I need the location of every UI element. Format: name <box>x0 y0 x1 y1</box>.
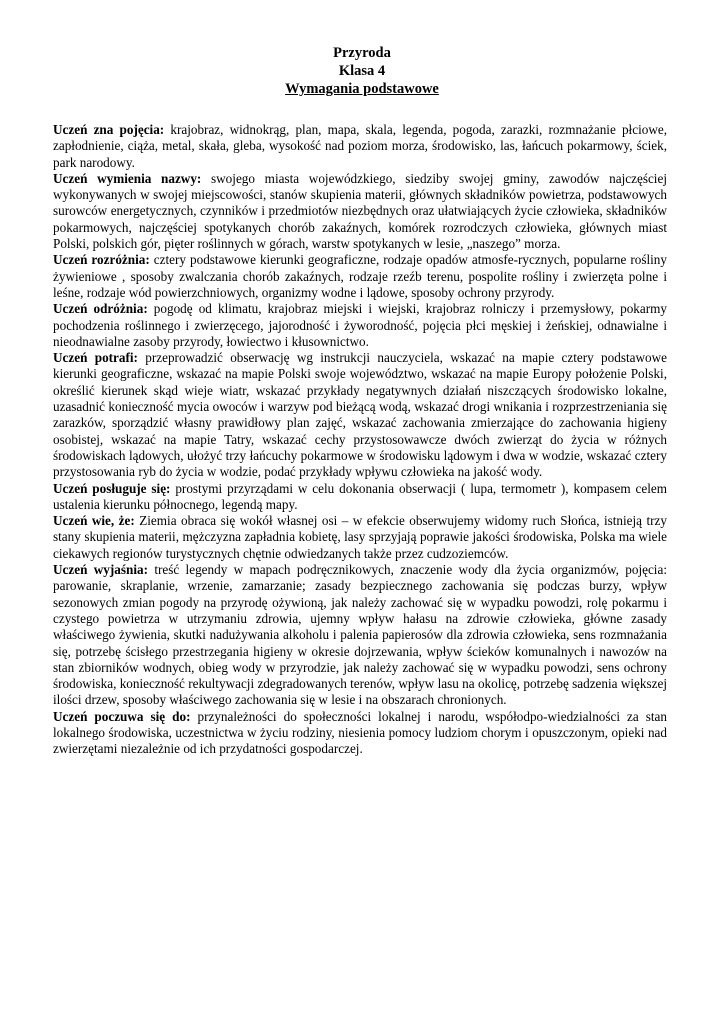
section-text: swojego miasta wojewódzkiego, siedziby swojej gminy, zawodów najczęściej wykonywanych w swojej miejscowości, stanów skupienia materii, głównych składników powietrza, podstawowych surowców energetycznych, czynników i przedmiotów niezbędnych oraz ułatwiających życie człowieka, składników pokarmowych, najczęściej spotykanych chorób zakaźnych, komórek rozrodczych człowieka, głównych miast Polski, polskich gór, pięter roślinnych w górach, warstw spotykanych w lesie, „naszego” morza. <box>53 170 667 252</box>
subject-title: Przyroda <box>333 45 391 61</box>
class-level: Klasa 4 <box>338 63 386 79</box>
section-posluguje-sie <box>53 481 667 514</box>
section-text: cztery podstawowe kierunki geograficzne, rodzaje opadów atmosfe-rycznych, popularne rośliny żywieniowe , sposoby zwalczania chorób zakaźnych, rodzaje rzeźb terenu, pospolite rośliny i zwierzęta polne i leśne, rodzaje wód powierzchniowych, organizmy wodne i lądowe, sposoby ochrony przyrody. <box>53 252 667 300</box>
section-text: treść legendy w mapach podręcznikowych, znaczenie wody dla życia organizmów, pojęcia: parowanie, skraplanie, wrzenie, zamarzanie; zasady bezpiecznego zachowania się podczas burzy, wpływ sezonowych zmian pogody na przyrodę ożywioną, jak należy zachować się w wypadku powodzi, rolę pokarmu i czystego powietrza w utrzymaniu zdrowia, ujemny wpływ hałasu na zdrowie człowieka, główne zasady właściwego żywienia, skutki nadużywania alkoholu i palenia papierosów dla zdrowia człowieka, sens rozmnażania się, potrzebę ścisłego przestrzegania higieny w okresie dojrzewania, wpływ ścieków komunalnych i nawozów na stan zbiorników wodnych, obieg wody w przyrodzie, jak należy zachować się w wypadku powodzi, sens ochrony środowiska, konieczność rekultywacji zdegradowanych terenów, wpływ lasu na okolicę, potrzebę sadzenia większej ilości drzew, sposoby właściwego zachowania się w lesie i na obszarach chronionych. <box>53 562 667 708</box>
section-lead: Uczeń poczuwa się do: <box>53 708 191 724</box>
section-text: Ziemia obraca się wokół własnej osi – w efekcie obserwujemy widomy ruch Słońca, istnieją trzy stany skupienia materii, mężczyzna zapładnia kobietę, lasy sprzyjają poprawie jakości środowiska, Polska ma wiele ciekawych regionów turystycznych chętnie odwiedzanych także przez cudzoziemców. <box>53 513 667 561</box>
document-title: Wymagania podstawowe <box>285 81 439 97</box>
section-lead: Uczeń rozróżnia: <box>53 252 150 268</box>
section-poczuwa-sie <box>53 709 667 758</box>
section-odroznia <box>53 301 667 350</box>
document-header <box>0 0 724 98</box>
section-lead: Uczeń posługuje się: <box>53 480 171 496</box>
section-lead: Uczeń wyjaśnia: <box>53 562 148 578</box>
section-lead: Uczeń wie, że: <box>53 513 135 529</box>
section-text: prostymi przyrządami w celu dokonania obserwacji ( lupa, termometr ), kompasem celem ustalenia kierunku północnego, legendą mapy. <box>53 480 667 512</box>
section-text: przynależności do społeczności lokalnej i narodu, współodpo-wiedzialności za stan lokalnego środowiska, uczestnictwa w życiu rodziny, niesienia pomocy ludziom chorym i opuszczonym, opieki nad zwierzętami niezależnie od ich przydatności gospodarczej. <box>53 708 667 757</box>
section-wyjasnia <box>53 562 667 709</box>
section-text: krajobraz, widnokrąg, plan, mapa, skala, legenda, pogoda, zarazki, rozmnażanie płciowe, zapłodnienie, ciąża, metal, skała, gleba, wysokość nad poziom morza, środowisko, las, łańcuch pokarmowy, ściek, park narodowy. <box>53 122 668 170</box>
section-text: przeprowadzić obserwację wg instrukcji nauczyciela, wskazać na mapie cztery podstawowe kierunki geograficzne, wskazać na mapie Polski swoje województwo, wskazać na mapie Europy położenie Polski, określić kierunek skąd wieje wiatr, wskazać przykłady negatywnych działań niszczących środowisko lokalne, uzasadnić konieczność mycia owoców i warzyw pod bieżącą wodą, wskazać drogi wnikania i rozprzestrzeniania się zarazków, sporządzić własny prawidłowy plan zajęć, wskazać zachowania zmierzające do zachowania higieny osobistej, wskazać na mapie Tatry, wskazać cechy przystosowawcze dwóch zwierząt do życia w różnych środowiskach lądowych, ułożyć trzy łańcuchy pokarmowe w środowisku lądowym i dwa w wodzie, wskazać cztery przystosowania ryb do życia w wodzie, podać przykłady wpływu człowieka na jakość wody. <box>53 350 667 480</box>
section-text: pogodę od klimatu, krajobraz miejski i wiejski, krajobraz rolniczy i przemysłowy, pokarmy pochodzenia roślinnego i zwierzęcego, jajorodność i żyworodność, pojęcia płci męskiej i żeńskiej, odnawialne i nieodnawialne zasoby przyrody, łowiectwo i kłusownictwo. <box>53 301 667 349</box>
section-lead: Uczeń potrafi: <box>53 350 138 366</box>
section-wie-ze <box>53 513 667 562</box>
section-wymienia-nazwy <box>53 171 667 252</box>
section-lead: Uczeń zna pojęcia: <box>53 122 165 137</box>
section-potrafi <box>53 350 667 480</box>
section-rozroznia <box>53 252 667 301</box>
section-lead: Uczeń odróżnia: <box>53 301 148 317</box>
requirements-list <box>53 122 667 758</box>
section-zna-pojecia <box>53 122 667 171</box>
section-lead: Uczeń wymienia nazwy: <box>53 170 202 186</box>
